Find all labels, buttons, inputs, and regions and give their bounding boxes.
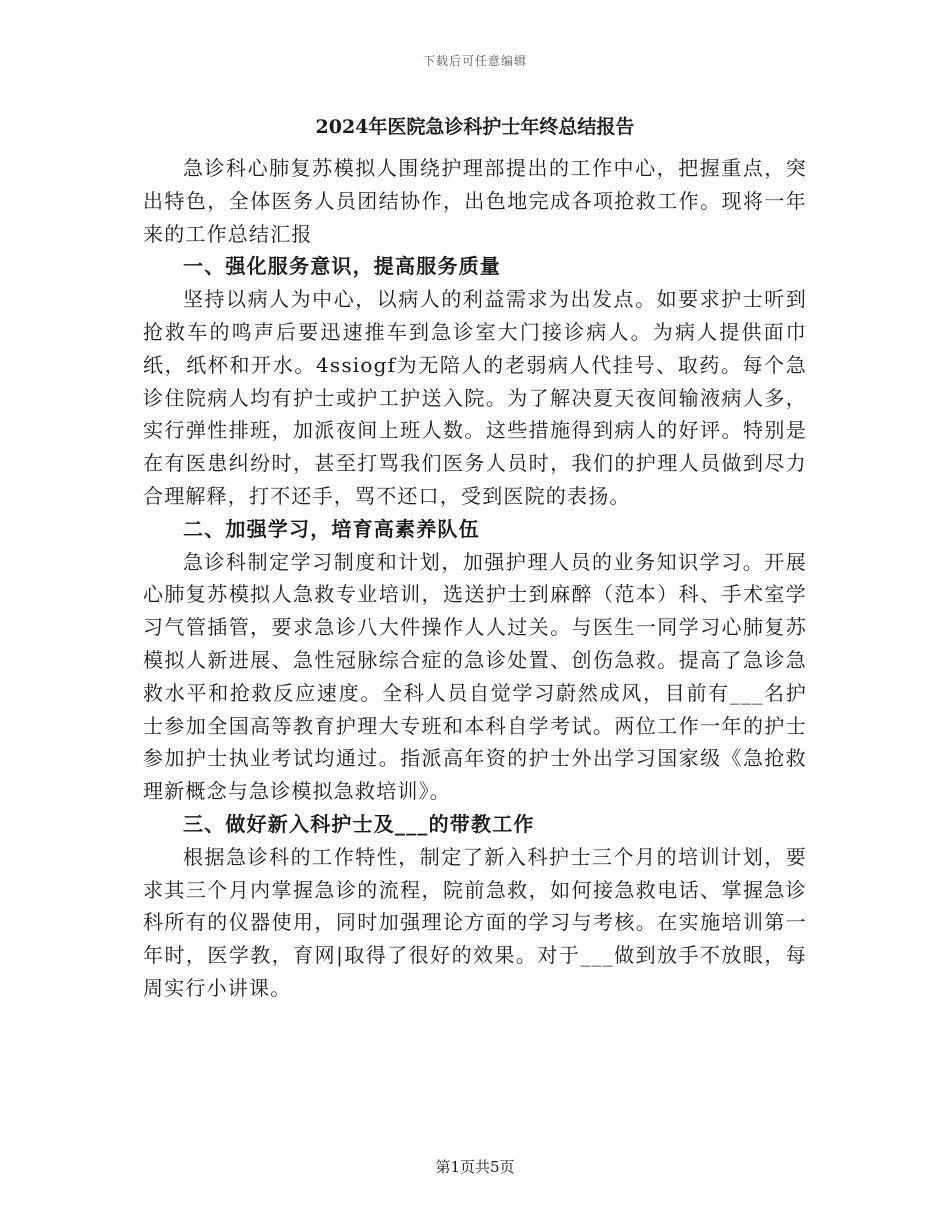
document-body [143, 108, 807, 1005]
section-body-3: 根据急诊科的工作特性，制定了新入科护士三个月的培训计划，要求其三个月内掌握急诊的流程，院前急救，如何接急救电话、掌握急诊科所有的仪器使用，同时加强理论方面的学习与考核。在实施培训第一年时，医学教，育网|取得了很好的效果。对于___做到放手不放眼，每周实行小讲课。 [143, 844, 807, 1000]
section-heading-1: 一、强化服务意识，提高服务质量 [183, 254, 501, 279]
page-number: 第1页共5页 [435, 1158, 515, 1176]
header-note: 下载后可任意编辑 [422, 54, 527, 68]
section-heading-2: 二、加强学习，培育高素养队伍 [183, 516, 480, 541]
section-heading-3: 三、做好新入科护士及___的带教工作 [183, 811, 535, 836]
document-title: 2024年医院急诊科护士年终总结报告 [315, 116, 635, 138]
section-body-2: 急诊科制定学习制度和计划，加强护理人员的业务知识学习。开展心肺复苏模拟人急救专业培训，选送护士到麻醉（范本）科、手术室学习气管插管，要求急诊八大件操作人人过关。与医生一同学习心肺复苏模拟人新进展、急性冠脉综合症的急诊处置、创伤急救。提高了急诊急救水平和抢救反应速度。全科人员自觉学习蔚然成风，目前有___名护士参加全国高等教育护理大专班和本科自学考试。两位工作一年的护士参加护士执业考试均通过。指派高年资的护士外出学习国家级《急抢救理新概念与急诊模拟急救培训》。 [143, 549, 807, 804]
intro-paragraph: 急诊科心肺复苏模拟人围绕护理部提出的工作中心，把握重点，突出特色，全体医务人员团结协作，出色地完成各项抢救工作。现将一年来的工作总结汇报 [143, 156, 807, 246]
section-body-1: 坚持以病人为中心，以病人的利益需求为出发点。如要求护士听到抢救车的鸣声后要迅速推车到急诊室大门接诊病人。为病人提供面巾纸，纸杯和开水。4ssiogf为无陪人的老弱病人代挂号、取药。每个急诊住院病人均有护士或护工护送入院。为了解决夏天夜间输液病人多，实行弹性排班，加派夜间上班人数。这些措施得到病人的好评。特别是在有医患纠纷时，甚至打骂我们医务人员时，我们的护理人员做到尽力合理解释，打不还手，骂不还口，受到医院的表扬。 [143, 287, 807, 508]
